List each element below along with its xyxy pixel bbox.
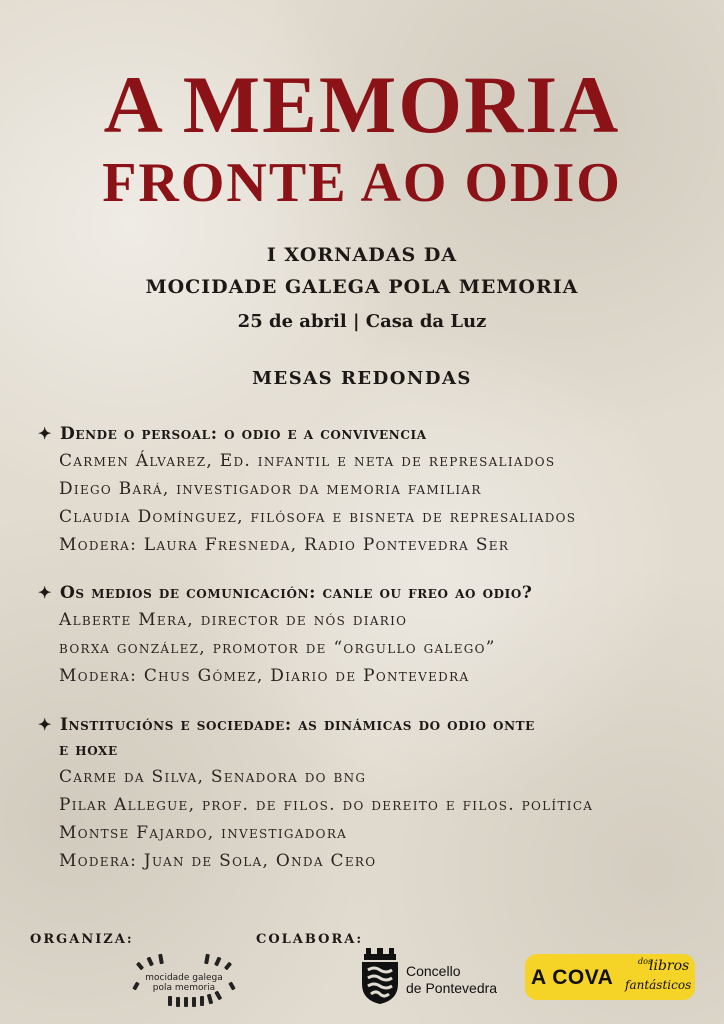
speaker-line: Carmen Álvarez, Ed. infantil e neta de represaliados xyxy=(59,451,556,471)
round-table-1 xyxy=(38,421,698,559)
event-edition: I XORNADAS DA xyxy=(266,244,458,266)
speaker-line: Carme da Silva, Senadora do bng xyxy=(59,767,367,787)
poster-title-line2: FRONTE AO ODIO xyxy=(102,152,622,214)
round-table-title xyxy=(38,712,698,763)
event-date-place: 25 de abril | Casa da Luz xyxy=(237,311,487,332)
round-table-title-continuation: e hoxe xyxy=(59,740,118,760)
mgpm-logo-text-line2: pola memoria xyxy=(152,983,216,993)
shield-icon xyxy=(360,948,400,1004)
a-cova-logo-dos: dos xyxy=(638,957,653,966)
concello-name-line1: Concello xyxy=(406,963,461,979)
round-table-3 xyxy=(38,712,698,875)
moderator-line: Modera: Chus Gómez, Diario de Pontevedra xyxy=(59,666,470,686)
star-bullet-icon: ✦ xyxy=(38,424,53,443)
a-cova-logo-libros: libros xyxy=(649,958,690,974)
round-table-title-text: Institucións e sociedade: as dinámicas do odio onte xyxy=(60,715,535,735)
mgpm-logo xyxy=(128,952,240,1008)
a-cova-logo-main: A COVA xyxy=(531,966,614,989)
round-table-2 xyxy=(38,580,698,690)
speaker-line: Alberte Mera, director de nós diario xyxy=(59,610,408,630)
organiza-label: ORGANIZA: xyxy=(30,932,134,947)
speaker-line: Montse Fajardo, investigadora xyxy=(59,823,348,843)
round-table-title xyxy=(38,580,698,606)
star-bullet-icon: ✦ xyxy=(38,715,53,734)
speaker-line: Claudia Domínguez, filósofa e bisneta de represaliados xyxy=(59,507,577,527)
mgpm-logo-text-line1: mocidade galega xyxy=(145,973,223,983)
a-cova-logo xyxy=(525,954,695,1000)
concello-name-line2: de Pontevedra xyxy=(406,980,498,996)
a-cova-logo-fantasticos: fantásticos xyxy=(625,978,692,992)
colabora-label: COLABORA: xyxy=(256,932,364,947)
star-bullet-icon: ✦ xyxy=(38,583,53,602)
poster-title-line1: A MEMORIA xyxy=(103,59,621,150)
round-table-title xyxy=(38,421,698,447)
moderator-line: Modera: Laura Fresneda, Radio Pontevedra Ser xyxy=(59,535,510,555)
round-table-title-text: Os medios de comunicación: canle ou freo ao odio? xyxy=(60,583,533,603)
event-organizer-name: MOCIDADE GALEGA POLA MEMORIA xyxy=(145,276,579,298)
section-heading: MESAS REDONDAS xyxy=(252,368,472,389)
moderator-line: Modera: Juan de Sola, Onda Cero xyxy=(59,851,377,871)
speaker-line: Pilar Allegue, prof. de filos. do dereito e filos. política xyxy=(59,795,594,815)
speaker-line: Diego Bará, investigador da memoria familiar xyxy=(59,479,482,499)
round-table-title-text: Dende o persoal: o odio e a convivencia xyxy=(60,424,427,444)
concello-pontevedra-logo xyxy=(360,948,510,1004)
speaker-line: borxa gonzález, promotor de “orgullo galego” xyxy=(59,638,496,658)
